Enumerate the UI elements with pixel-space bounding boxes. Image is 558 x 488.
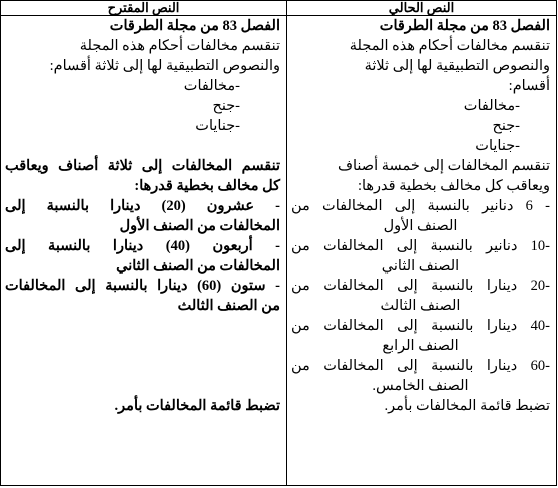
proposed-title: الفصل 83 من مجلة الطرقات — [109, 18, 280, 34]
proposed-closing: تضبط قائمة المخالفات بأمر. — [114, 398, 280, 414]
current-fine-line: الصنف الثالث — [380, 298, 461, 314]
current-fine-line: الصنف الخامس. — [372, 378, 469, 394]
header-proposed: النص المقترح — [1, 1, 287, 16]
current-fine-line: -10 دنانير بالنسبة إلى المخالفات من — [291, 238, 550, 254]
proposed-classes-intro: كل مخالف بخطية قدرها: — [134, 178, 280, 194]
current-category: -جنح — [492, 118, 520, 134]
proposed-fine-line: - أربعون (40) دينارا بالنسبة إلى — [5, 238, 281, 254]
current-text-column — [287, 16, 557, 486]
spacer — [5, 376, 280, 396]
current-fine-line: الصنف الرابع — [382, 338, 459, 354]
spacer — [5, 316, 280, 336]
header-current: النص الحالي — [287, 1, 557, 16]
proposed-intro-line: تنقسم مخالفات أحكام هذه المجلة — [79, 38, 280, 54]
proposed-fine-line: - عشرون (20) دينارا بالنسبة إلى — [5, 198, 280, 214]
current-fine-line: الصنف الثاني — [381, 258, 460, 274]
proposed-fine-line: - ستون (60) دينارا بالنسبة إلى المخالفات — [5, 278, 280, 294]
proposed-intro-line: والنصوص التطبيقية لها إلى ثلاثة أقسام: — [49, 58, 280, 74]
current-fine-line: -40 دينارا بالنسبة إلى المخالفات من — [291, 318, 550, 334]
current-title: الفصل 83 من مجلة الطرقات — [379, 18, 550, 34]
current-fine-line: - 6 دنانير بالنسبة إلى المخالفات من — [291, 198, 550, 214]
spacer — [5, 356, 280, 376]
current-classes-intro: تنقسم المخالفات إلى خمسة أصناف — [337, 158, 550, 174]
proposed-fine-line: المخالفات من الصنف الأول — [119, 218, 280, 234]
current-classes-intro: ويعاقب كل مخالف بخطية قدرها: — [357, 178, 550, 194]
current-closing: تضبط قائمة المخالفات بأمر. — [384, 398, 550, 414]
spacer — [5, 336, 280, 356]
current-fine-line: الصنف الأول — [383, 218, 458, 234]
current-category: -مخالفات — [463, 98, 520, 114]
current-fine-line: -20 دينارا بالنسبة إلى المخالفات من — [291, 278, 550, 294]
proposed-fine-line: المخالفات من الصنف الثاني — [116, 258, 280, 274]
current-intro-line: والنصوص التطبيقية لها إلى ثلاثة — [364, 58, 550, 74]
proposed-category: -جنايات — [195, 118, 240, 134]
proposed-text-column — [1, 16, 287, 486]
proposed-fine-line: من الصنف الثالث — [177, 298, 280, 314]
current-intro-line: أقسام: — [508, 78, 550, 94]
current-fine-line: -60 دينارا بالنسبة إلى المخالفات من — [291, 358, 550, 374]
current-category: -جنايات — [475, 138, 520, 154]
proposed-category: -مخالفات — [183, 78, 240, 94]
content-row — [1, 16, 557, 486]
spacer — [5, 136, 280, 156]
current-intro-line: تنقسم مخالفات أحكام هذه المجلة — [349, 38, 550, 54]
header-row — [1, 1, 557, 16]
proposed-category: -جنح — [212, 98, 240, 114]
proposed-classes-intro: تنقسم المخالفات إلى ثلاثة أصناف ويعاقب — [5, 158, 280, 174]
